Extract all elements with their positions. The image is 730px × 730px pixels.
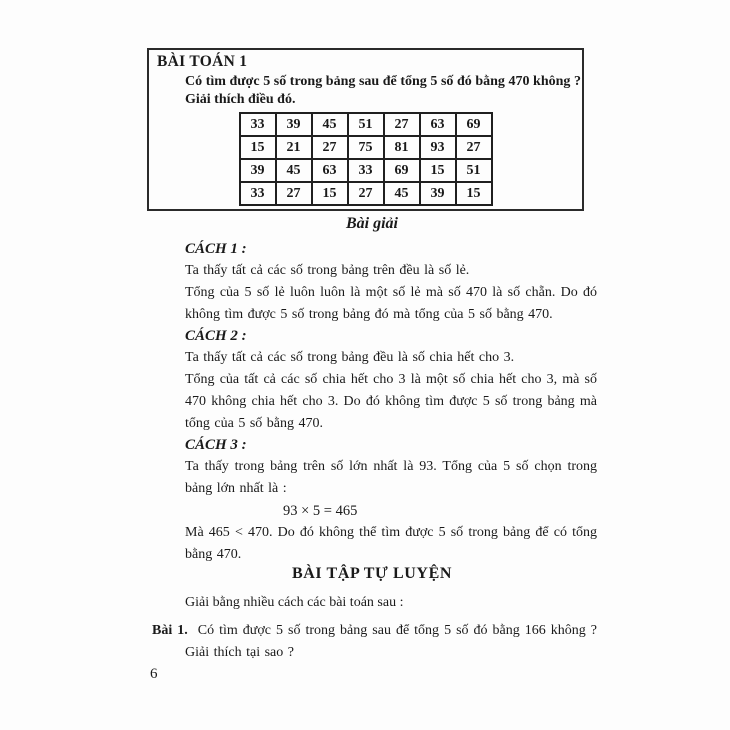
method-2-paragraph: Tổng của tất cả các số chia hết cho 3 là một số chia hết cho 3, mà số 470 không chia hết cho 3. Do đó không tìm được 5 số trong bảng mà tổng của 5 số bằng 470. xyxy=(185,372,597,431)
problem-title: BÀI TOÁN 1 xyxy=(157,53,248,70)
table-row xyxy=(240,182,492,205)
table-row xyxy=(240,113,492,136)
equation: 93 × 5 = 465 xyxy=(283,503,358,519)
table-cell: 69 xyxy=(384,159,420,182)
problem-box xyxy=(147,48,584,211)
practice-section xyxy=(147,564,597,664)
method-3-paragraph: Ta thấy trong bảng trên số lớn nhất là 93. Tổng của 5 số chọn trong bảng lớn nhất là : xyxy=(185,459,597,496)
method-1-heading: CÁCH 1 : xyxy=(185,241,247,257)
method-3-heading: CÁCH 3 : xyxy=(185,437,247,453)
numbers-table xyxy=(239,112,493,206)
table-cell: 81 xyxy=(384,136,420,159)
table-cell: 33 xyxy=(240,113,276,136)
method-2-heading: CÁCH 2 : xyxy=(185,328,247,344)
table-row xyxy=(240,159,492,182)
table-cell: 45 xyxy=(384,182,420,205)
table-cell: 15 xyxy=(420,159,456,182)
method-2-paragraph: Ta thấy tất cả các số trong bảng đều là số chia hết cho 3. xyxy=(185,350,515,365)
table-cell: 63 xyxy=(312,159,348,182)
solution-section xyxy=(147,213,597,566)
table-cell: 15 xyxy=(312,182,348,205)
table-cell: 39 xyxy=(276,113,312,136)
table-cell: 33 xyxy=(240,182,276,205)
practice-intro: Giải bằng nhiều cách các bài toán sau : xyxy=(185,595,404,610)
exercise-item xyxy=(152,620,597,664)
table-cell: 27 xyxy=(456,136,492,159)
page-number: 6 xyxy=(150,666,158,682)
table-cell: 27 xyxy=(312,136,348,159)
table-cell: 33 xyxy=(348,159,384,182)
table-cell: 51 xyxy=(456,159,492,182)
exercise-label: Bài 1. xyxy=(152,623,188,638)
table-cell: 21 xyxy=(276,136,312,159)
table-cell: 51 xyxy=(348,113,384,136)
solution-heading: Bài giải xyxy=(345,215,398,232)
method-1-paragraph: Ta thấy tất cả các số trong bảng trên đều là số lẻ. xyxy=(185,263,470,278)
table-cell: 27 xyxy=(348,182,384,205)
method-1-paragraph: Tổng của 5 số lẻ luôn luôn là một số lẻ mà số 470 là số chẵn. Do đó không tìm được 5 số trong bảng đó mà tổng của 5 số bằng 470. xyxy=(185,285,597,322)
table-cell: 93 xyxy=(420,136,456,159)
practice-heading: BÀI TẬP TỰ LUYỆN xyxy=(291,565,452,582)
table-cell: 45 xyxy=(312,113,348,136)
table-cell: 75 xyxy=(348,136,384,159)
table-cell: 45 xyxy=(276,159,312,182)
table-cell: 39 xyxy=(420,182,456,205)
table-cell: 15 xyxy=(240,136,276,159)
table-row xyxy=(240,136,492,159)
table-cell: 27 xyxy=(276,182,312,205)
table-cell: 27 xyxy=(384,113,420,136)
table-cell: 39 xyxy=(240,159,276,182)
table-cell: 15 xyxy=(456,182,492,205)
method-3-paragraph: Mà 465 < 470. Do đó không thể tìm được 5 số trong bảng để có tổng bằng 470. xyxy=(185,525,597,562)
table-cell: 69 xyxy=(456,113,492,136)
table-cell: 63 xyxy=(420,113,456,136)
problem-statement: Có tìm được 5 số trong bảng sau để tổng 5 số đó bằng 470 không ? Giải thích điều đó. xyxy=(185,74,581,107)
exercise-text: Có tìm được 5 số trong bảng sau để tổng 5 số đó bằng 166 không ? Giải thích tại sao ? xyxy=(185,623,598,660)
